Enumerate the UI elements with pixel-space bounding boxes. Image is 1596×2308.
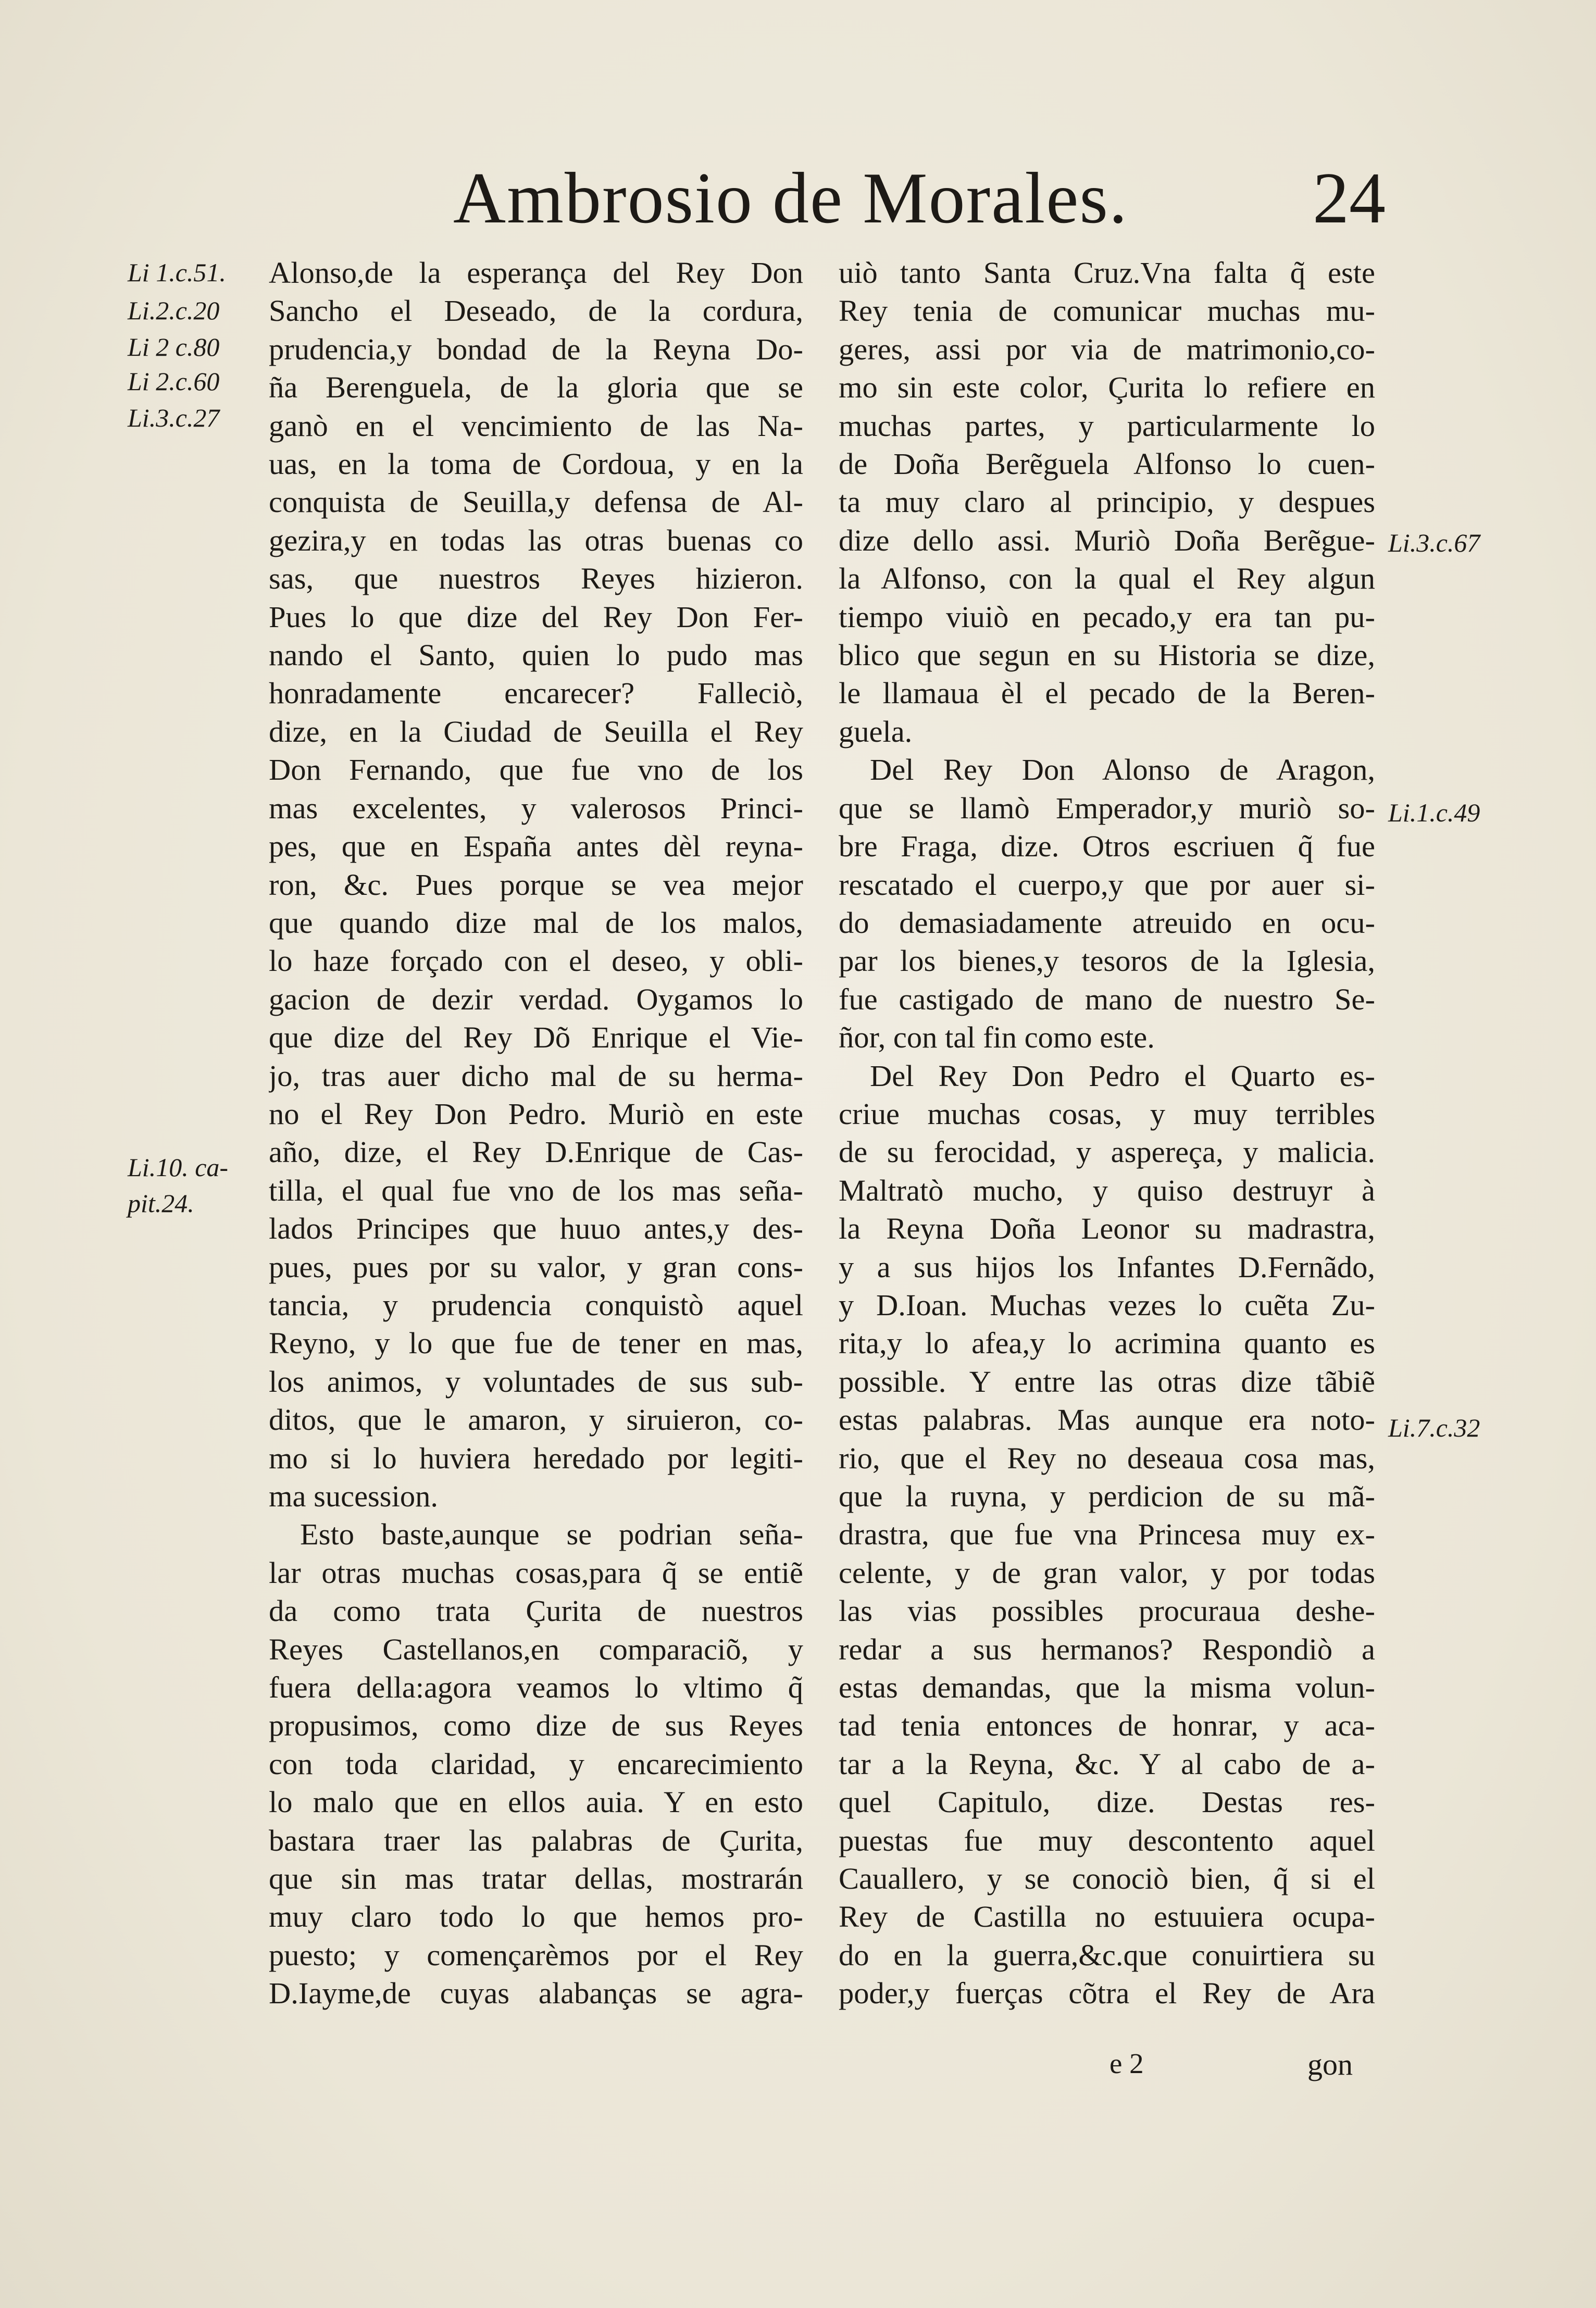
- text-line: quel Capitulo, dize. Destas res-: [839, 1785, 1375, 1819]
- text-line: possible. Y entre las otras dize tãbiẽ: [839, 1364, 1375, 1399]
- text-line: mo si lo huviera heredado por legiti-: [269, 1441, 803, 1475]
- text-line: bastara traer las palabras de Çurita,: [269, 1823, 803, 1857]
- text-line: ganò en el vencimiento de las Na-: [269, 408, 803, 443]
- text-line: muchas partes, y particularmente lo: [839, 408, 1375, 443]
- text-line: geres, assi por via de matrimonio,co-: [839, 332, 1375, 366]
- margin-note: Li.3.c.67: [1388, 528, 1480, 557]
- text-line: Don Fernando, que fue vno de los: [269, 753, 803, 787]
- text-line: lados Principes que huuo antes,y des-: [269, 1212, 803, 1246]
- text-line: bre Fraga, dize. Otros escriuen q̃ fue: [839, 829, 1375, 864]
- text-line: de su ferocidad, y aspereça, y malicia.: [839, 1135, 1375, 1169]
- text-line: pes, que en España antes dèl reyna-: [269, 829, 803, 864]
- text-line: pues, pues por su valor, y gran cons-: [269, 1250, 803, 1284]
- text-line: lo haze forçado con el deseo, y obli-: [269, 944, 803, 978]
- text-line: lo malo que en ellos auia. Y en esto: [269, 1785, 803, 1819]
- text-line: que la ruyna, y perdicion de su mã-: [839, 1479, 1375, 1513]
- text-line: celente, y de gran valor, y por todas: [839, 1555, 1375, 1590]
- text-line: puesto; y començarèmos por el Rey: [269, 1938, 803, 1972]
- left-text-column: [269, 254, 803, 2013]
- text-line: tiempo viuiò en pecado,y era tan pu-: [839, 600, 1375, 634]
- text-line: la Reyna Doña Leonor su madrastra,: [839, 1212, 1375, 1246]
- right-text-column: [839, 254, 1375, 2013]
- text-line: da como trata Çurita de nuestros: [269, 1594, 803, 1628]
- text-line: blico que segun en su Historia se dize,: [839, 638, 1375, 672]
- text-line: Pues lo que dize del Rey Don Fer-: [269, 600, 803, 634]
- text-line: uiò tanto Santa Cruz.Vna falta q̃ este: [839, 256, 1375, 290]
- text-line: gezira,y en todas las otras buenas co: [269, 523, 803, 557]
- text-line: y a sus hijos los Infantes D.Fernãdo,: [839, 1250, 1375, 1284]
- text-line: tilla, el qual fue vno de los mas seña-: [269, 1173, 803, 1207]
- catchword: gon: [1307, 2048, 1353, 2081]
- text-line: la Alfonso, con la qual el Rey algun: [839, 562, 1375, 596]
- text-line: do demasiadamente atreuido en ocu-: [839, 905, 1375, 940]
- text-line: muy claro todo lo que hemos pro-: [269, 1900, 803, 1934]
- text-line: Del Rey Don Alonso de Aragon,: [870, 753, 1375, 787]
- text-line: tad tenia entonces de honrar, y aca-: [839, 1708, 1375, 1743]
- margin-note: Li 2.c.60: [128, 367, 220, 396]
- text-line: puestas fue muy descontento aquel: [839, 1823, 1375, 1857]
- text-line: dize dello assi. Muriò Doña Berẽgue-: [839, 523, 1375, 557]
- text-line: que dize del Rey Dõ Enrique el Vie-: [269, 1020, 803, 1055]
- page-number: 24: [1313, 158, 1386, 239]
- text-line: ditos, que le amaron, y siruieron, co-: [269, 1403, 803, 1437]
- text-line: ma sucession.: [269, 1479, 438, 1513]
- text-line: le llamaua èl el pecado de la Beren-: [839, 676, 1375, 710]
- margin-note: Li.10. ca-: [128, 1153, 229, 1182]
- text-line: estas palabras. Mas aunque era noto-: [839, 1403, 1375, 1437]
- margin-note: Li 2 c.80: [128, 332, 220, 361]
- text-line: uas, en la toma de Cordoua, y en la: [269, 447, 803, 481]
- margin-note: Li.7.c.32: [1388, 1413, 1480, 1442]
- margin-note: pit.24.: [128, 1189, 194, 1218]
- text-line: Cauallero, y se conociò bien, q̃ si el: [839, 1862, 1375, 1896]
- text-line: jo, tras auer dicho mal de su herma-: [269, 1058, 803, 1093]
- text-line: mas excelentes, y valerosos Princi-: [269, 791, 803, 825]
- text-line: ña Berenguela, de la gloria que se: [269, 370, 803, 405]
- text-line: Alonso,de la esperança del Rey Don: [269, 256, 803, 290]
- text-line: Del Rey Don Pedro el Quarto es-: [870, 1058, 1375, 1093]
- text-line: gacion de dezir verdad. Oygamos lo: [269, 982, 803, 1016]
- text-line: y D.Ioan. Muchas vezes lo cuẽta Zu-: [839, 1288, 1375, 1322]
- text-line: estas demandas, que la misma volun-: [839, 1670, 1375, 1705]
- margin-note: Li.1.c.49: [1388, 798, 1480, 827]
- text-line: año, dize, el Rey D.Enrique de Cas-: [269, 1135, 803, 1169]
- text-line: Maltratò mucho, y quiso destruyr à: [839, 1173, 1375, 1207]
- text-line: redar a sus hermanos? Respondiò a: [839, 1632, 1375, 1666]
- text-line: do en la guerra,&c.que conuirtiera su: [839, 1938, 1375, 1972]
- text-line: rita,y lo afea,y lo acrimina quanto es: [839, 1326, 1375, 1361]
- text-line: rio, que el Rey no deseaua cosa mas,: [839, 1441, 1375, 1475]
- text-line: fue castigado de mano de nuestro Se-: [839, 982, 1375, 1016]
- text-line: prudencia,y bondad de la Reyna Do-: [269, 332, 803, 366]
- text-line: con toda claridad, y encarecimiento: [269, 1746, 803, 1781]
- text-line: de Doña Berẽguela Alfonso lo cuen-: [839, 447, 1375, 481]
- text-line: criue muchas cosas, y muy terribles: [839, 1096, 1375, 1131]
- text-line: nando el Santo, quien lo pudo mas: [269, 638, 803, 672]
- text-line: poder,y fuerças cõtra el Rey de Ara: [839, 1976, 1375, 2011]
- page-header: [260, 156, 1386, 240]
- text-line: los animos, y voluntades de sus sub-: [269, 1364, 803, 1399]
- text-line: que se llamò Emperador,y muriò so-: [839, 791, 1375, 825]
- margin-note: Li.2.c.20: [128, 296, 220, 325]
- text-line: lar otras muchas cosas,para q̃ se entiẽ: [269, 1555, 803, 1590]
- text-line: par los bienes,y tesoros de la Iglesia,: [839, 944, 1375, 978]
- text-line: mo sin este color, Çurita lo refiere en: [839, 370, 1375, 405]
- text-line: rescatado el cuerpo,y que por auer si-: [839, 867, 1375, 902]
- text-line: que quando dize mal de los malos,: [269, 905, 803, 940]
- text-line: ron, &c. Pues porque se vea mejor: [269, 867, 803, 902]
- text-line: que sin mas tratar dellas, mostrarán: [269, 1862, 803, 1896]
- text-line: sas, que nuestros Reyes hizieron.: [269, 562, 803, 596]
- text-line: fuera della:agora veamos lo vltimo q̃: [269, 1670, 803, 1705]
- text-line: ta muy claro al principio, y despues: [839, 485, 1375, 519]
- text-line: Reyes Castellanos,en comparaciõ, y: [269, 1632, 803, 1666]
- signature-mark: e 2: [1109, 2048, 1144, 2079]
- text-line: drastra, que fue vna Princesa muy ex-: [839, 1517, 1375, 1552]
- running-head: Ambrosio de Morales.: [453, 158, 1128, 239]
- margin-note: Li 1.c.51.: [128, 258, 226, 287]
- text-line: tar a la Reyna, &c. Y al cabo de a-: [839, 1746, 1375, 1781]
- text-line: dize, en la Ciudad de Seuilla el Rey: [269, 714, 803, 748]
- text-line: Rey de Castilla no estuuiera ocupa-: [839, 1900, 1375, 1934]
- text-line: no el Rey Don Pedro. Muriò en este: [269, 1096, 803, 1131]
- text-line: Reyno, y lo que fue de tener en mas,: [269, 1326, 803, 1361]
- text-line: las vias possibles procuraua deshe-: [839, 1594, 1375, 1628]
- text-line: tancia, y prudencia conquistò aquel: [269, 1288, 803, 1322]
- text-line: Sancho el Deseado, de la cordura,: [269, 294, 803, 328]
- text-line: D.Iayme,de cuyas alabanças se agra-: [269, 1976, 803, 2011]
- text-line: honradamente encarecer? Falleciò,: [269, 676, 803, 710]
- text-line: Rey tenia de comunicar muchas mu-: [839, 294, 1375, 328]
- text-line: propusimos, como dize de sus Reyes: [269, 1708, 803, 1743]
- text-line: Esto baste,aunque se podrian seña-: [300, 1517, 803, 1552]
- text-line: conquista de Seuilla,y defensa de Al-: [269, 485, 803, 519]
- margin-note: Li.3.c.27: [128, 403, 220, 432]
- text-line: ñor, con tal fin como este.: [839, 1020, 1155, 1055]
- text-line: guela.: [839, 714, 913, 748]
